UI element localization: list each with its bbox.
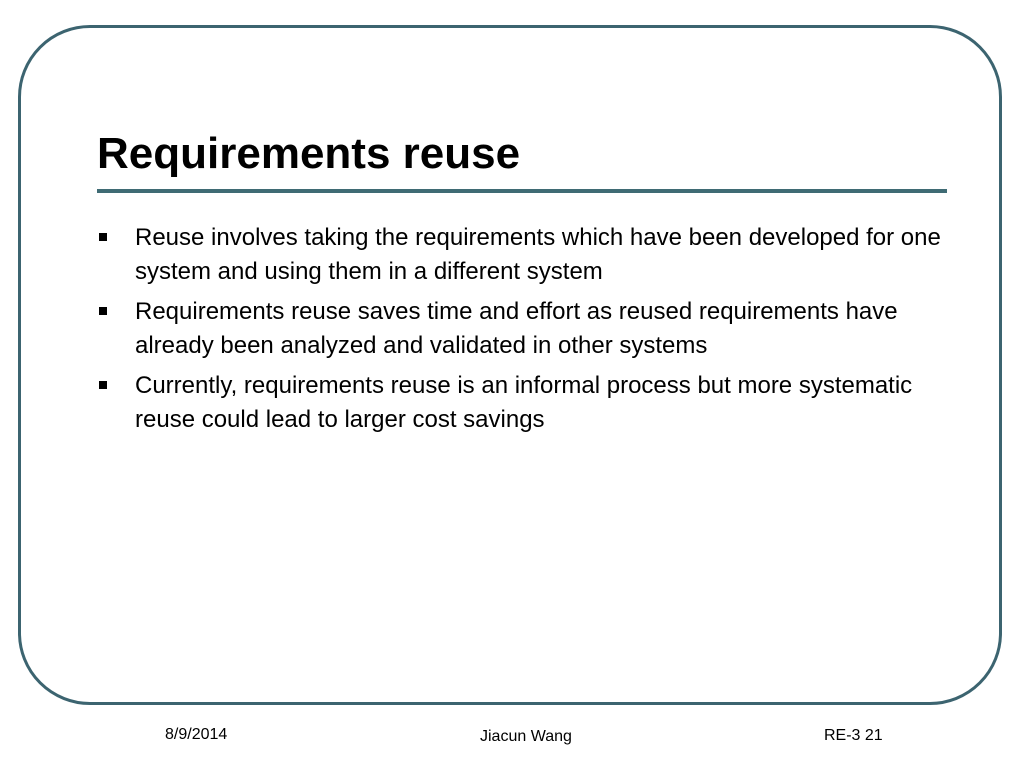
bullet-item bbox=[96, 221, 946, 289]
bullet-text: Requirements reuse saves time and effort as reused requirements have already been analyzed and validated in other systems bbox=[135, 298, 898, 359]
bullet-text: Currently, requirements reuse is an informal process but more systematic reuse could lead to larger cost savings bbox=[135, 372, 913, 433]
bullet-item bbox=[96, 369, 946, 437]
footer-page-number: RE-3 21 bbox=[824, 727, 883, 744]
title-underline bbox=[97, 189, 947, 193]
square-bullet-icon bbox=[99, 233, 107, 241]
square-bullet-icon bbox=[99, 307, 107, 315]
footer-date: 8/9/2014 bbox=[165, 726, 228, 743]
bullet-list bbox=[96, 221, 946, 443]
footer-author: Jiacun Wang bbox=[480, 728, 572, 745]
bullet-item bbox=[96, 295, 946, 363]
slide-title: Requirements reuse bbox=[97, 129, 521, 178]
square-bullet-icon bbox=[99, 381, 107, 389]
bullet-text: Reuse involves taking the requirements which have been developed for one system and using them in a different system bbox=[135, 224, 941, 285]
